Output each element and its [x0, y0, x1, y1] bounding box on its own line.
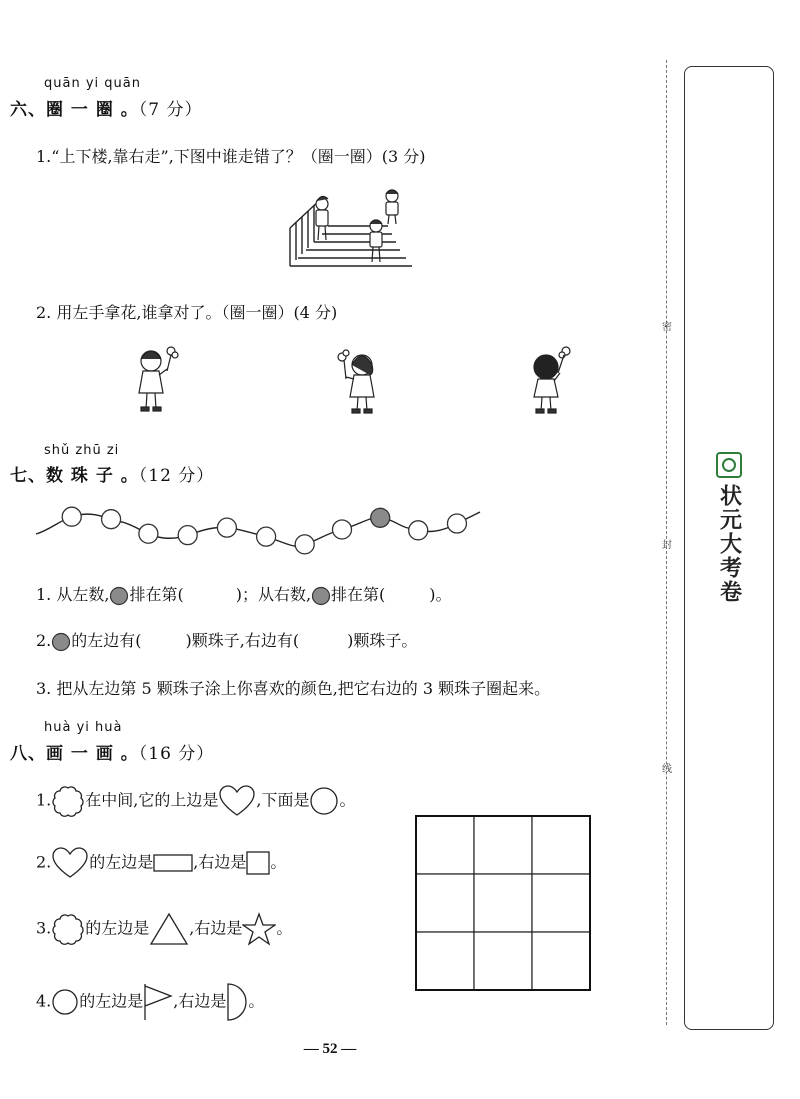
bead [371, 508, 390, 527]
square-shape-icon [246, 851, 270, 875]
q1-text-b: 排在第( [129, 585, 184, 604]
section6-pinyin: quān yi quān [44, 76, 141, 91]
triangle-shape-icon [149, 912, 189, 946]
star-shape-icon [242, 912, 276, 946]
bead-string [34, 500, 482, 558]
flower-shape-icon [51, 784, 85, 818]
s8q2-text-d: 。 [270, 852, 287, 872]
section8-heading [10, 739, 214, 764]
circle-shape-icon [51, 988, 79, 1016]
section8-title: 八、画 一 画 。 [10, 744, 139, 764]
bead [333, 520, 352, 539]
grid-cell[interactable] [532, 932, 590, 990]
q1-text-a: 1. 从左数, [36, 585, 110, 604]
bead [217, 518, 236, 537]
q2-text-d: )颗珠子。 [347, 631, 418, 650]
bead [257, 527, 276, 546]
bead [102, 510, 121, 529]
section8-question2 [36, 846, 286, 880]
gray-bead-icon [51, 632, 71, 652]
section7-pinyin: shǔ zhū zi [44, 443, 120, 458]
s8q4-text-c: ,右边是 [173, 991, 227, 1011]
brand-logo-icon [716, 452, 742, 478]
q1-text-d: 排在第( [331, 585, 386, 604]
section6-title: 六、圈 一 圈 。 [10, 100, 139, 120]
gray-bead-icon [109, 586, 129, 606]
bead [295, 535, 314, 554]
q2-text-c: )颗珠子,右边有( [185, 631, 300, 650]
section6-heading [10, 95, 203, 120]
binding-mark-1: 密 [662, 322, 672, 333]
section7-question1 [36, 582, 452, 606]
brand-logo-text: 状元大考卷 [716, 484, 742, 604]
section7-score: （12 分） [138, 466, 215, 486]
s8q3-text-c: ,右边是 [189, 918, 243, 938]
s8q3-text-d: 。 [276, 918, 293, 938]
section8-question4 [36, 982, 264, 1022]
section7-question3: 3. 把从左边第 5 颗珠子涂上你喜欢的颜色,把它右边的 3 颗珠子圈起来。 [36, 679, 551, 698]
section6-score: （7 分） [138, 100, 203, 120]
grid-cell[interactable] [474, 816, 532, 874]
binding-mark-2: 封 [662, 540, 672, 551]
page-number: — 52 — [303, 1041, 357, 1057]
grid-cell[interactable] [532, 874, 590, 932]
q2-text-b: 的左边有( [71, 631, 142, 650]
s8q2-text-a: 2. [36, 852, 52, 872]
girl-with-flower-3 [528, 345, 576, 417]
bead [62, 507, 81, 526]
grid-cell[interactable] [416, 874, 474, 932]
bead [409, 521, 428, 540]
section6-question1: 1.“上下楼,靠右走”,下图中谁走错了？（圈一圈）(3 分) [36, 147, 426, 166]
heart-shape-icon [51, 846, 89, 880]
bead [139, 524, 158, 543]
grid-cell[interactable] [474, 932, 532, 990]
grid-cell[interactable] [416, 932, 474, 990]
q1-text-e: )。 [429, 585, 452, 604]
drawing-grid [415, 815, 591, 991]
grid-cell[interactable] [474, 874, 532, 932]
section7-question2 [36, 628, 417, 652]
s8q2-text-b: 的左边是 [89, 852, 154, 872]
heart-shape-icon [218, 784, 256, 818]
section8-score: （16 分） [138, 744, 215, 764]
circle-shape-icon [309, 786, 339, 816]
section7-heading [10, 461, 214, 486]
flower-shape-icon [51, 912, 85, 946]
half-circle-shape-icon [226, 982, 248, 1022]
q2-text-a: 2. [36, 631, 52, 650]
s8q4-text-b: 的左边是 [79, 991, 144, 1011]
girl-with-flower-1 [133, 343, 181, 415]
gray-bead-icon [311, 586, 331, 606]
bead [447, 514, 466, 533]
bead [178, 526, 197, 545]
section8-pinyin: huà yi huà [44, 720, 123, 735]
drawing-grid-figure [415, 815, 591, 991]
section6-question2: 2. 用左手拿花,谁拿对了。（圈一圈）(4 分) [36, 303, 338, 322]
section8-question3 [36, 912, 292, 946]
girl-with-flower-2 [334, 347, 382, 417]
section8-question1 [36, 784, 355, 818]
flag-shape-icon [143, 982, 173, 1022]
s8q3-text-a: 3. [36, 918, 52, 938]
s8q4-text-d: 。 [248, 991, 265, 1011]
section7-title: 七、数 珠 子 。 [10, 466, 139, 486]
s8q1-text-a: 1. [36, 790, 52, 810]
bead-string-figure [34, 500, 482, 558]
rectangle-shape-icon [153, 852, 193, 874]
s8q1-text-b: 在中间,它的上边是 [85, 790, 219, 810]
stairs-illustration [288, 188, 414, 270]
q1-text-c: )；从右数, [235, 585, 312, 604]
s8q4-text-a: 4. [36, 991, 52, 1011]
grid-cell[interactable] [416, 816, 474, 874]
s8q2-text-c: ,右边是 [193, 852, 247, 872]
grid-cell[interactable] [532, 816, 590, 874]
s8q3-text-b: 的左边是 [85, 918, 150, 938]
s8q1-text-c: ,下面是 [256, 790, 310, 810]
brand-logo [708, 452, 750, 604]
binding-mark-3: 线 [662, 764, 672, 775]
s8q1-text-d: 。 [339, 790, 356, 810]
